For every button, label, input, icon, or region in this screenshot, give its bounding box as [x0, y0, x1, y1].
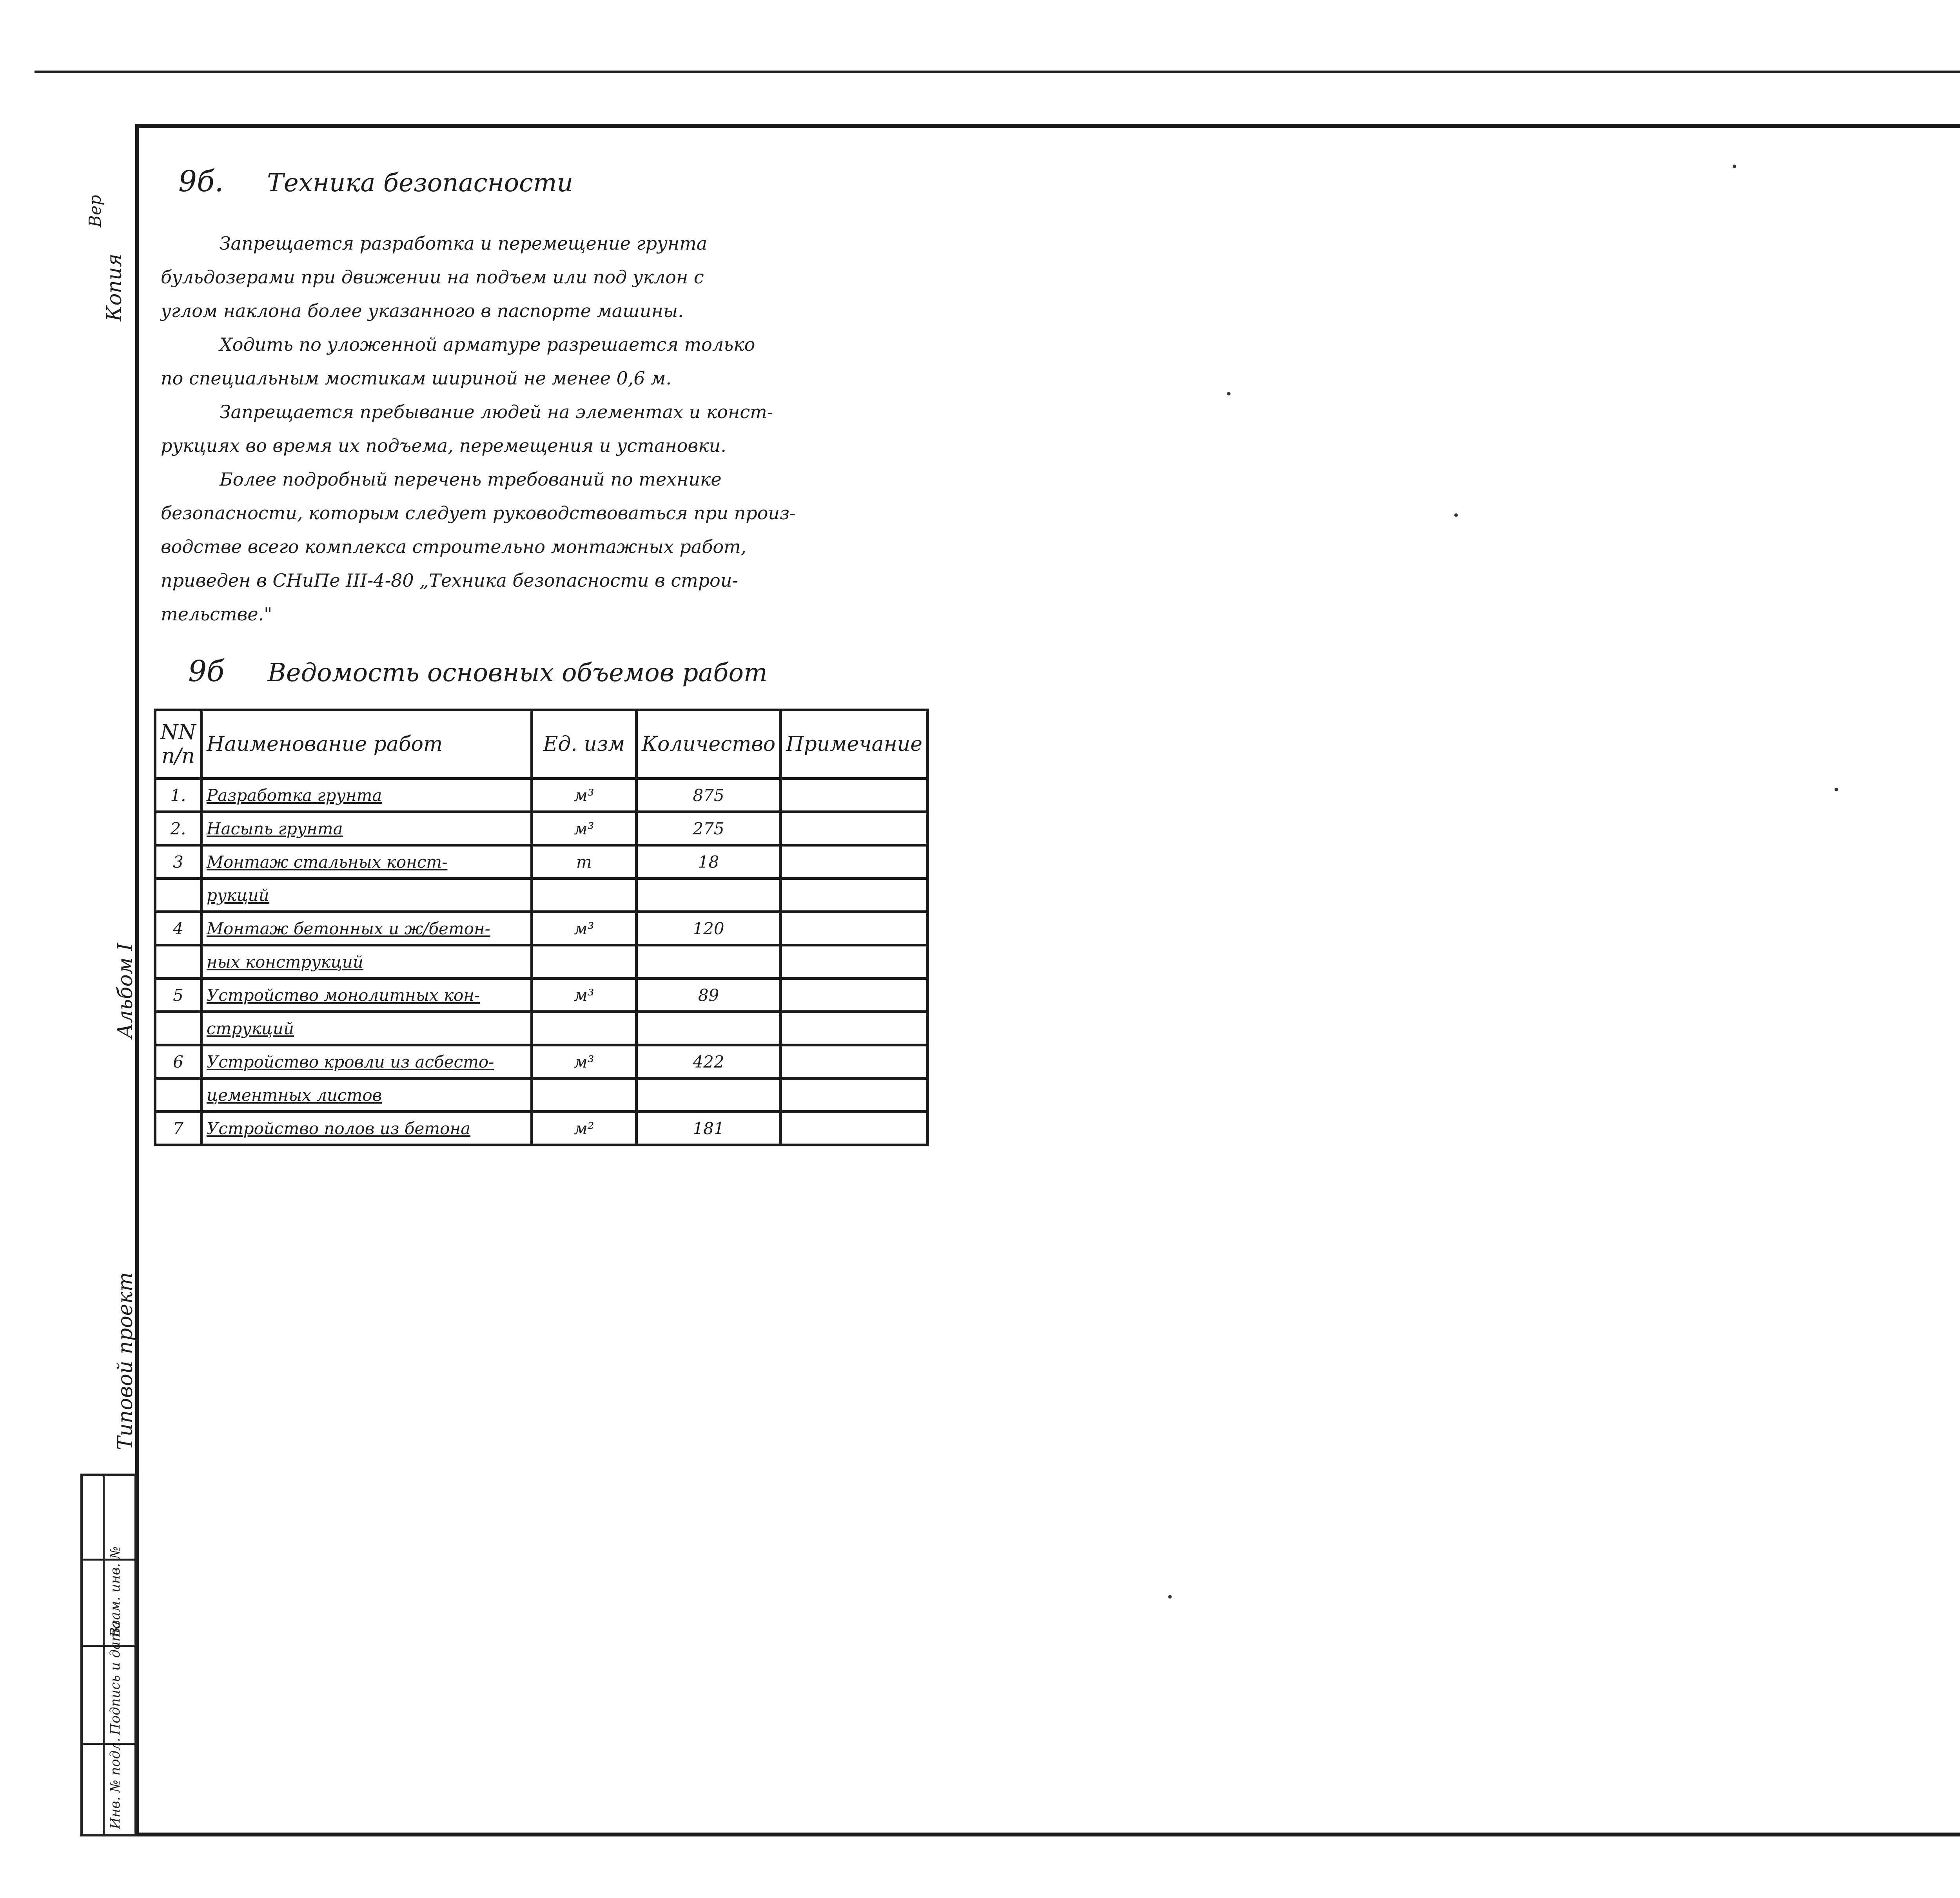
table-row-continuation — [155, 1012, 928, 1045]
section-safety-heading — [178, 165, 573, 198]
row-work-name: Монтаж стальных конст- — [201, 845, 532, 879]
row-number: 6 — [155, 1045, 201, 1079]
row-quantity: 120 — [636, 912, 780, 945]
table-row-continuation — [155, 879, 928, 912]
table-row-continuation — [155, 1079, 928, 1112]
project-label: Типовой проект — [114, 1272, 137, 1450]
row-number-empty — [155, 879, 201, 912]
col-header-num: NN п/п — [155, 710, 201, 779]
stamp-divider — [103, 1476, 105, 1834]
text-line: бульдозерами при движении на подъем или под уклон с — [161, 266, 704, 288]
row-unit: м³ — [532, 812, 636, 845]
scan-speck — [1454, 513, 1458, 517]
table-row — [155, 979, 928, 1012]
row-work-name-cont: рукций — [201, 879, 532, 912]
row-quantity-empty — [636, 945, 780, 979]
row-quantity: 18 — [636, 845, 780, 879]
scan-speck — [1835, 788, 1838, 791]
album-label: Альбом I — [114, 943, 137, 1039]
safety-text — [161, 227, 925, 631]
row-unit-empty — [532, 1012, 636, 1045]
row-number: 4 — [155, 912, 201, 945]
text-line: тельстве." — [161, 604, 272, 625]
section-works-title: Ведомость основных объемов работ — [267, 658, 768, 687]
text-line: водстве всего комплекса строительно монтажных работ, — [161, 536, 747, 557]
section-works-heading — [188, 654, 768, 688]
row-unit-empty — [532, 1079, 636, 1112]
copy-label: Копия — [103, 254, 126, 321]
row-unit: м³ — [532, 912, 636, 945]
table-row — [155, 779, 928, 812]
copy-sign: Вер — [85, 195, 105, 227]
row-number-empty — [155, 1012, 201, 1045]
row-note — [781, 1079, 928, 1112]
table-row — [155, 812, 928, 845]
row-number: 1. — [155, 779, 201, 812]
section-works-number: 9б — [188, 654, 225, 688]
row-unit: т — [532, 845, 636, 879]
table-row — [155, 845, 928, 879]
row-quantity-empty — [636, 1012, 780, 1045]
table-row — [155, 1112, 928, 1145]
row-number: 5 — [155, 979, 201, 1012]
text-line: Ходить по уложенной арматуре разрешается только — [220, 334, 755, 355]
row-work-name: Разработка грунта — [201, 779, 532, 812]
row-quantity: 89 — [636, 979, 780, 1012]
row-note — [781, 1112, 928, 1145]
section-safety-title: Техника безопасности — [267, 169, 573, 198]
row-note — [781, 1012, 928, 1045]
text-line: безопасности, которым следует руководствоваться при произ- — [161, 502, 796, 524]
row-note — [781, 979, 928, 1012]
row-work-name: Монтаж бетонных и ж/бетон- — [201, 912, 532, 945]
row-work-name: Устройство монолитных кон- — [201, 979, 532, 1012]
col-header-note: Примечание — [781, 710, 928, 779]
row-work-name-cont: ных конструкций — [201, 945, 532, 979]
row-work-name-cont: цементных листов — [201, 1079, 532, 1112]
row-unit: м³ — [532, 979, 636, 1012]
scan-speck — [1168, 1595, 1172, 1599]
row-work-name-cont: струкций — [201, 1012, 532, 1045]
row-unit: м³ — [532, 779, 636, 812]
text-line: Запрещается разработка и перемещение грунта — [220, 233, 708, 254]
table-row — [155, 1045, 928, 1079]
row-work-name: Насыпь грунта — [201, 812, 532, 845]
table-row — [155, 912, 928, 945]
row-note — [781, 845, 928, 879]
text-line: углом наклона более указанного в паспорте машины. — [161, 300, 684, 321]
row-note — [781, 912, 928, 945]
row-note — [781, 779, 928, 812]
row-unit-empty — [532, 879, 636, 912]
scan-speck — [1733, 165, 1736, 168]
row-unit-empty — [532, 945, 636, 979]
row-quantity-empty — [636, 1079, 780, 1112]
row-note — [781, 879, 928, 912]
row-quantity: 181 — [636, 1112, 780, 1145]
row-quantity: 875 — [636, 779, 780, 812]
col-header-name: Наименование работ — [201, 710, 532, 779]
table-row-continuation — [155, 945, 928, 979]
row-number: 2. — [155, 812, 201, 845]
text-line: приведен в СНиПе III-4-80 „Техника безопасности в строи- — [161, 570, 739, 591]
stamp-inv-number: Инв. № подл. — [107, 1738, 123, 1829]
col-header-qty: Количество — [636, 710, 780, 779]
stamp-replace-inv: Взам. инв. № — [107, 1546, 123, 1637]
row-work-name: Устройство кровли из асбесто- — [201, 1045, 532, 1079]
row-quantity-empty — [636, 879, 780, 912]
table-header-row — [155, 710, 928, 779]
row-note — [781, 812, 928, 845]
section-safety-number: 9б. — [178, 165, 224, 198]
scan-speck — [1227, 392, 1230, 395]
approval-stamp — [80, 1474, 137, 1836]
row-work-name: Устройство полов из бетона — [201, 1112, 532, 1145]
row-unit: м³ — [532, 1045, 636, 1079]
row-quantity: 275 — [636, 812, 780, 845]
works-volume-table — [154, 709, 929, 1146]
row-number-empty — [155, 1079, 201, 1112]
row-number-empty — [155, 945, 201, 979]
row-quantity: 422 — [636, 1045, 780, 1079]
text-line: Более подробный перечень требований по технике — [220, 469, 722, 490]
col-header-unit: Ед. изм — [532, 710, 636, 779]
text-line: рукциях во время их подъема, перемещения и установки. — [161, 435, 726, 456]
row-note — [781, 1045, 928, 1079]
row-number: 3 — [155, 845, 201, 879]
row-note — [781, 945, 928, 979]
row-number: 7 — [155, 1112, 201, 1145]
stamp-signature-date: Подпись и дата — [107, 1621, 123, 1735]
text-line: по специальным мостикам шириной не менее 0,6 м. — [161, 368, 671, 389]
text-line: Запрещается пребывание людей на элементах и конст- — [220, 401, 773, 422]
row-unit: м² — [532, 1112, 636, 1145]
